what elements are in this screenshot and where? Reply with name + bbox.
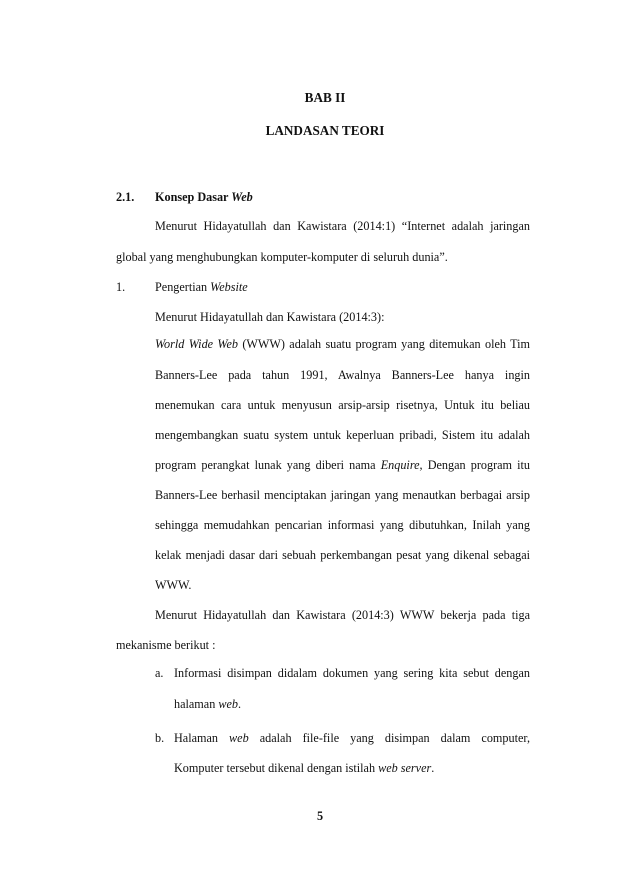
section-number: 2.1.: [116, 190, 135, 204]
quote-line-1: World Wide Web (WWW) adalah suatu program yang ditemukan oleh Tim: [155, 337, 530, 351]
item1-label: Pengertian Website: [155, 280, 248, 294]
para2-line1: Menurut Hidayatullah dan Kawistara (2014:3) WWW bekerja pada tiga: [155, 608, 530, 622]
section-title: Konsep Dasar Web: [155, 190, 253, 204]
quote-line-5: program perangkat lunak yang diberi nama Enquire, Dengan program itu: [155, 458, 531, 472]
quote-line-4: mengembangkan suatu system untuk keperluan pribadi, Sistem itu adalah: [155, 428, 530, 442]
item1-number: 1.: [116, 280, 126, 294]
list-item-b-line2: Komputer tersebut dikenal dengan istilah web server.: [174, 761, 435, 775]
quote-line-7: sehingga memudahkan pencarian informasi yang dibutuhkan, Inilah yang: [155, 518, 530, 532]
page-number: 5: [316, 809, 324, 823]
list-item-b-line1: Halaman web adalah file-file yang disimpan dalam computer,: [174, 731, 531, 745]
para2-line2: mekanisme berikut :: [116, 638, 216, 652]
quote-line-6: Banners-Lee berhasil menciptakan jaringan yang menautkan berbagai arsip: [155, 488, 530, 502]
quote-line-8: kelak menjadi dasar dari sebuah perkembangan pesat yang dikenal sebagai: [155, 548, 530, 562]
chapter-subtitle: LANDASAN TEORI: [265, 123, 385, 138]
list-item-a-marker: a.: [155, 666, 164, 680]
chapter-title: BAB II: [304, 90, 346, 105]
list-item-b-marker: b.: [155, 731, 165, 745]
list-item-a-line2: halaman web.: [174, 697, 242, 711]
quote-line-2: Banners-Lee pada tahun 1991, Awalnya Banners-Lee hanya ingin: [155, 368, 530, 382]
quote-line-9: WWW.: [155, 578, 192, 592]
citation: Menurut Hidayatullah dan Kawistara (2014:3):: [155, 310, 385, 324]
para1-line1: Menurut Hidayatullah dan Kawistara (2014:1) “Internet adalah jaringan: [155, 219, 530, 233]
quote-line-3: menemukan cara untuk menyusun arsip-arsip risetnya, Untuk itu beliau: [155, 398, 530, 412]
para1-line2: global yang menghubungkan komputer-komputer di seluruh dunia”.: [116, 250, 448, 264]
list-item-a-line1: Informasi disimpan didalam dokumen yang sering kita sebut dengan: [174, 666, 530, 680]
